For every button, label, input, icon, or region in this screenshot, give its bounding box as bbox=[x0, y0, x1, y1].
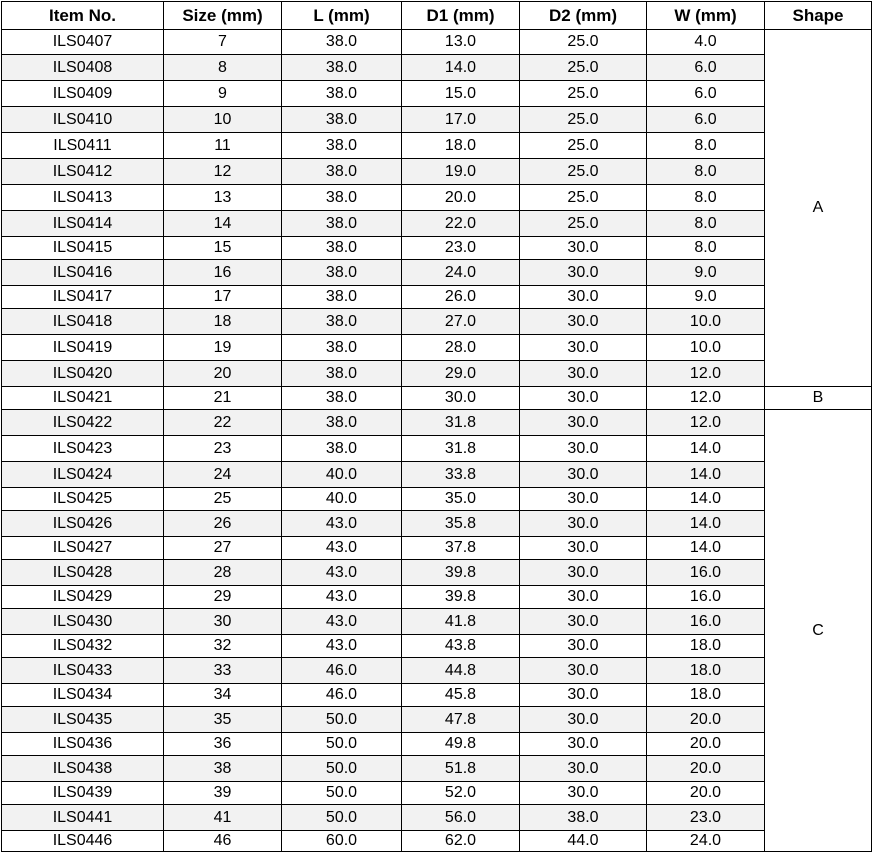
cell-item-no: ILS0435 bbox=[2, 707, 164, 733]
cell-l: 38.0 bbox=[282, 309, 402, 335]
cell-item-no: ILS0425 bbox=[2, 488, 164, 511]
cell-size: 21 bbox=[164, 387, 282, 410]
cell-size: 11 bbox=[164, 133, 282, 159]
cell-item-no: ILS0432 bbox=[2, 635, 164, 658]
cell-l: 38.0 bbox=[282, 30, 402, 55]
cell-d1: 17.0 bbox=[402, 107, 520, 133]
cell-d2: 30.0 bbox=[520, 260, 647, 286]
cell-w: 9.0 bbox=[647, 286, 765, 309]
cell-w: 14.0 bbox=[647, 436, 765, 462]
cell-size: 10 bbox=[164, 107, 282, 133]
cell-size: 39 bbox=[164, 782, 282, 805]
cell-l: 43.0 bbox=[282, 609, 402, 635]
cell-l: 38.0 bbox=[282, 107, 402, 133]
cell-d1: 47.8 bbox=[402, 707, 520, 733]
cell-l: 38.0 bbox=[282, 436, 402, 462]
cell-item-no: ILS0419 bbox=[2, 335, 164, 361]
cell-item-no: ILS0422 bbox=[2, 410, 164, 436]
cell-l: 38.0 bbox=[282, 237, 402, 260]
cell-size: 18 bbox=[164, 309, 282, 335]
shape-cell: A bbox=[765, 30, 872, 387]
cell-item-no: ILS0424 bbox=[2, 462, 164, 488]
header-d1: D1 (mm) bbox=[402, 2, 520, 30]
table-row bbox=[2, 410, 872, 436]
cell-d1: 29.0 bbox=[402, 361, 520, 387]
cell-size: 19 bbox=[164, 335, 282, 361]
cell-item-no: ILS0428 bbox=[2, 560, 164, 586]
table-row bbox=[2, 756, 872, 782]
cell-l: 38.0 bbox=[282, 335, 402, 361]
cell-size: 36 bbox=[164, 733, 282, 756]
cell-w: 14.0 bbox=[647, 511, 765, 537]
cell-l: 43.0 bbox=[282, 511, 402, 537]
cell-w: 12.0 bbox=[647, 410, 765, 436]
cell-l: 50.0 bbox=[282, 707, 402, 733]
table-row bbox=[2, 436, 872, 462]
cell-d1: 35.0 bbox=[402, 488, 520, 511]
cell-item-no: ILS0420 bbox=[2, 361, 164, 387]
cell-l: 60.0 bbox=[282, 831, 402, 852]
table-row bbox=[2, 560, 872, 586]
cell-size: 14 bbox=[164, 211, 282, 237]
cell-size: 7 bbox=[164, 30, 282, 55]
cell-d1: 26.0 bbox=[402, 286, 520, 309]
cell-item-no: ILS0439 bbox=[2, 782, 164, 805]
cell-size: 29 bbox=[164, 586, 282, 609]
cell-l: 38.0 bbox=[282, 81, 402, 107]
cell-d1: 39.8 bbox=[402, 560, 520, 586]
cell-w: 14.0 bbox=[647, 537, 765, 560]
cell-item-no: ILS0434 bbox=[2, 684, 164, 707]
cell-d1: 35.8 bbox=[402, 511, 520, 537]
cell-item-no: ILS0446 bbox=[2, 831, 164, 852]
cell-d2: 30.0 bbox=[520, 462, 647, 488]
cell-d2: 30.0 bbox=[520, 707, 647, 733]
cell-w: 24.0 bbox=[647, 831, 765, 852]
cell-d1: 13.0 bbox=[402, 30, 520, 55]
cell-l: 40.0 bbox=[282, 488, 402, 511]
cell-size: 33 bbox=[164, 658, 282, 684]
table-row bbox=[2, 185, 872, 211]
cell-d1: 24.0 bbox=[402, 260, 520, 286]
cell-d2: 30.0 bbox=[520, 361, 647, 387]
cell-d1: 41.8 bbox=[402, 609, 520, 635]
table-row bbox=[2, 55, 872, 81]
cell-w: 8.0 bbox=[647, 211, 765, 237]
cell-l: 38.0 bbox=[282, 159, 402, 185]
cell-size: 20 bbox=[164, 361, 282, 387]
table-row bbox=[2, 133, 872, 159]
shape-cell: B bbox=[765, 387, 872, 410]
header-item-no: Item No. bbox=[2, 2, 164, 30]
header-l: L (mm) bbox=[282, 2, 402, 30]
cell-w: 9.0 bbox=[647, 260, 765, 286]
table-row bbox=[2, 237, 872, 260]
table-row bbox=[2, 537, 872, 560]
cell-item-no: ILS0418 bbox=[2, 309, 164, 335]
cell-d2: 30.0 bbox=[520, 511, 647, 537]
cell-w: 6.0 bbox=[647, 107, 765, 133]
cell-d2: 30.0 bbox=[520, 586, 647, 609]
cell-size: 23 bbox=[164, 436, 282, 462]
cell-l: 38.0 bbox=[282, 211, 402, 237]
cell-d2: 38.0 bbox=[520, 805, 647, 831]
cell-d2: 25.0 bbox=[520, 185, 647, 211]
table-row bbox=[2, 107, 872, 133]
cell-item-no: ILS0423 bbox=[2, 436, 164, 462]
cell-d2: 30.0 bbox=[520, 733, 647, 756]
table-row bbox=[2, 309, 872, 335]
cell-w: 8.0 bbox=[647, 185, 765, 211]
table-row bbox=[2, 586, 872, 609]
cell-w: 12.0 bbox=[647, 361, 765, 387]
cell-l: 38.0 bbox=[282, 55, 402, 81]
cell-d1: 22.0 bbox=[402, 211, 520, 237]
cell-d2: 25.0 bbox=[520, 107, 647, 133]
table-row bbox=[2, 361, 872, 387]
table-row bbox=[2, 462, 872, 488]
cell-item-no: ILS0433 bbox=[2, 658, 164, 684]
cell-size: 8 bbox=[164, 55, 282, 81]
cell-d2: 30.0 bbox=[520, 436, 647, 462]
cell-l: 38.0 bbox=[282, 185, 402, 211]
cell-d2: 25.0 bbox=[520, 133, 647, 159]
cell-d1: 20.0 bbox=[402, 185, 520, 211]
table-row bbox=[2, 159, 872, 185]
cell-w: 20.0 bbox=[647, 733, 765, 756]
cell-w: 4.0 bbox=[647, 30, 765, 55]
header-row bbox=[2, 2, 872, 30]
cell-w: 8.0 bbox=[647, 159, 765, 185]
cell-w: 8.0 bbox=[647, 237, 765, 260]
cell-item-no: ILS0413 bbox=[2, 185, 164, 211]
cell-w: 23.0 bbox=[647, 805, 765, 831]
cell-d2: 30.0 bbox=[520, 488, 647, 511]
cell-size: 9 bbox=[164, 81, 282, 107]
cell-l: 40.0 bbox=[282, 462, 402, 488]
cell-d2: 30.0 bbox=[520, 684, 647, 707]
cell-w: 20.0 bbox=[647, 756, 765, 782]
cell-w: 14.0 bbox=[647, 462, 765, 488]
cell-d1: 52.0 bbox=[402, 782, 520, 805]
cell-w: 6.0 bbox=[647, 81, 765, 107]
cell-d2: 30.0 bbox=[520, 560, 647, 586]
cell-d1: 33.8 bbox=[402, 462, 520, 488]
cell-w: 16.0 bbox=[647, 586, 765, 609]
cell-d2: 30.0 bbox=[520, 609, 647, 635]
table-body bbox=[2, 30, 872, 852]
cell-d2: 25.0 bbox=[520, 30, 647, 55]
cell-d1: 56.0 bbox=[402, 805, 520, 831]
cell-size: 26 bbox=[164, 511, 282, 537]
table-row bbox=[2, 511, 872, 537]
cell-d1: 43.8 bbox=[402, 635, 520, 658]
cell-l: 43.0 bbox=[282, 635, 402, 658]
cell-l: 50.0 bbox=[282, 805, 402, 831]
cell-size: 13 bbox=[164, 185, 282, 211]
header-size: Size (mm) bbox=[164, 2, 282, 30]
cell-w: 10.0 bbox=[647, 309, 765, 335]
cell-item-no: ILS0410 bbox=[2, 107, 164, 133]
cell-d1: 23.0 bbox=[402, 237, 520, 260]
cell-l: 38.0 bbox=[282, 286, 402, 309]
cell-size: 15 bbox=[164, 237, 282, 260]
cell-size: 25 bbox=[164, 488, 282, 511]
cell-d2: 30.0 bbox=[520, 309, 647, 335]
cell-d1: 18.0 bbox=[402, 133, 520, 159]
cell-d1: 51.8 bbox=[402, 756, 520, 782]
cell-d2: 25.0 bbox=[520, 55, 647, 81]
cell-w: 8.0 bbox=[647, 133, 765, 159]
cell-d2: 25.0 bbox=[520, 81, 647, 107]
table-row bbox=[2, 286, 872, 309]
cell-l: 50.0 bbox=[282, 756, 402, 782]
cell-item-no: ILS0408 bbox=[2, 55, 164, 81]
cell-item-no: ILS0416 bbox=[2, 260, 164, 286]
table-row bbox=[2, 831, 872, 852]
cell-size: 38 bbox=[164, 756, 282, 782]
cell-item-no: ILS0417 bbox=[2, 286, 164, 309]
cell-l: 43.0 bbox=[282, 537, 402, 560]
table-row bbox=[2, 658, 872, 684]
cell-size: 35 bbox=[164, 707, 282, 733]
cell-l: 38.0 bbox=[282, 410, 402, 436]
cell-d2: 30.0 bbox=[520, 286, 647, 309]
table-row bbox=[2, 387, 872, 410]
cell-w: 16.0 bbox=[647, 609, 765, 635]
table-row bbox=[2, 707, 872, 733]
cell-w: 20.0 bbox=[647, 782, 765, 805]
cell-size: 41 bbox=[164, 805, 282, 831]
cell-size: 16 bbox=[164, 260, 282, 286]
cell-item-no: ILS0441 bbox=[2, 805, 164, 831]
cell-size: 12 bbox=[164, 159, 282, 185]
cell-d2: 30.0 bbox=[520, 387, 647, 410]
spec-table bbox=[1, 1, 872, 852]
cell-d1: 30.0 bbox=[402, 387, 520, 410]
cell-item-no: ILS0427 bbox=[2, 537, 164, 560]
cell-l: 38.0 bbox=[282, 387, 402, 410]
header-w: W (mm) bbox=[647, 2, 765, 30]
cell-w: 12.0 bbox=[647, 387, 765, 410]
table-row bbox=[2, 805, 872, 831]
header-shape: Shape bbox=[765, 2, 872, 30]
cell-d1: 37.8 bbox=[402, 537, 520, 560]
cell-item-no: ILS0407 bbox=[2, 30, 164, 55]
cell-d1: 19.0 bbox=[402, 159, 520, 185]
cell-size: 34 bbox=[164, 684, 282, 707]
cell-l: 38.0 bbox=[282, 361, 402, 387]
cell-d1: 31.8 bbox=[402, 436, 520, 462]
cell-size: 24 bbox=[164, 462, 282, 488]
cell-size: 17 bbox=[164, 286, 282, 309]
table-row bbox=[2, 211, 872, 237]
cell-d2: 25.0 bbox=[520, 159, 647, 185]
cell-item-no: ILS0409 bbox=[2, 81, 164, 107]
cell-w: 6.0 bbox=[647, 55, 765, 81]
cell-l: 50.0 bbox=[282, 733, 402, 756]
table-row bbox=[2, 782, 872, 805]
table-row bbox=[2, 609, 872, 635]
header-d2: D2 (mm) bbox=[520, 2, 647, 30]
cell-w: 18.0 bbox=[647, 635, 765, 658]
cell-d1: 45.8 bbox=[402, 684, 520, 707]
cell-item-no: ILS0414 bbox=[2, 211, 164, 237]
cell-size: 46 bbox=[164, 831, 282, 852]
cell-d2: 30.0 bbox=[520, 237, 647, 260]
table-row bbox=[2, 684, 872, 707]
cell-size: 22 bbox=[164, 410, 282, 436]
cell-item-no: ILS0438 bbox=[2, 756, 164, 782]
table-row bbox=[2, 733, 872, 756]
cell-item-no: ILS0411 bbox=[2, 133, 164, 159]
cell-w: 10.0 bbox=[647, 335, 765, 361]
cell-l: 46.0 bbox=[282, 684, 402, 707]
cell-d1: 15.0 bbox=[402, 81, 520, 107]
cell-l: 50.0 bbox=[282, 782, 402, 805]
cell-size: 30 bbox=[164, 609, 282, 635]
cell-d2: 30.0 bbox=[520, 756, 647, 782]
cell-l: 43.0 bbox=[282, 586, 402, 609]
cell-d2: 30.0 bbox=[520, 635, 647, 658]
cell-item-no: ILS0436 bbox=[2, 733, 164, 756]
cell-d1: 31.8 bbox=[402, 410, 520, 436]
cell-d2: 30.0 bbox=[520, 410, 647, 436]
cell-d1: 49.8 bbox=[402, 733, 520, 756]
cell-l: 38.0 bbox=[282, 260, 402, 286]
table-row bbox=[2, 335, 872, 361]
cell-d1: 14.0 bbox=[402, 55, 520, 81]
cell-d1: 39.8 bbox=[402, 586, 520, 609]
cell-d1: 28.0 bbox=[402, 335, 520, 361]
cell-w: 18.0 bbox=[647, 684, 765, 707]
cell-size: 28 bbox=[164, 560, 282, 586]
cell-d2: 30.0 bbox=[520, 782, 647, 805]
cell-l: 43.0 bbox=[282, 560, 402, 586]
shape-cell: C bbox=[765, 410, 872, 852]
cell-item-no: ILS0412 bbox=[2, 159, 164, 185]
cell-d1: 27.0 bbox=[402, 309, 520, 335]
cell-d1: 44.8 bbox=[402, 658, 520, 684]
cell-item-no: ILS0426 bbox=[2, 511, 164, 537]
cell-d2: 44.0 bbox=[520, 831, 647, 852]
cell-size: 27 bbox=[164, 537, 282, 560]
cell-d2: 30.0 bbox=[520, 658, 647, 684]
table-row bbox=[2, 81, 872, 107]
cell-item-no: ILS0429 bbox=[2, 586, 164, 609]
cell-d1: 62.0 bbox=[402, 831, 520, 852]
cell-d2: 25.0 bbox=[520, 211, 647, 237]
cell-item-no: ILS0421 bbox=[2, 387, 164, 410]
cell-item-no: ILS0430 bbox=[2, 609, 164, 635]
cell-l: 38.0 bbox=[282, 133, 402, 159]
table-row bbox=[2, 488, 872, 511]
cell-d2: 30.0 bbox=[520, 335, 647, 361]
cell-d2: 30.0 bbox=[520, 537, 647, 560]
cell-w: 18.0 bbox=[647, 658, 765, 684]
cell-l: 46.0 bbox=[282, 658, 402, 684]
cell-size: 32 bbox=[164, 635, 282, 658]
cell-w: 20.0 bbox=[647, 707, 765, 733]
cell-w: 16.0 bbox=[647, 560, 765, 586]
table-row bbox=[2, 30, 872, 55]
cell-item-no: ILS0415 bbox=[2, 237, 164, 260]
table-row bbox=[2, 260, 872, 286]
table-row bbox=[2, 635, 872, 658]
cell-w: 14.0 bbox=[647, 488, 765, 511]
